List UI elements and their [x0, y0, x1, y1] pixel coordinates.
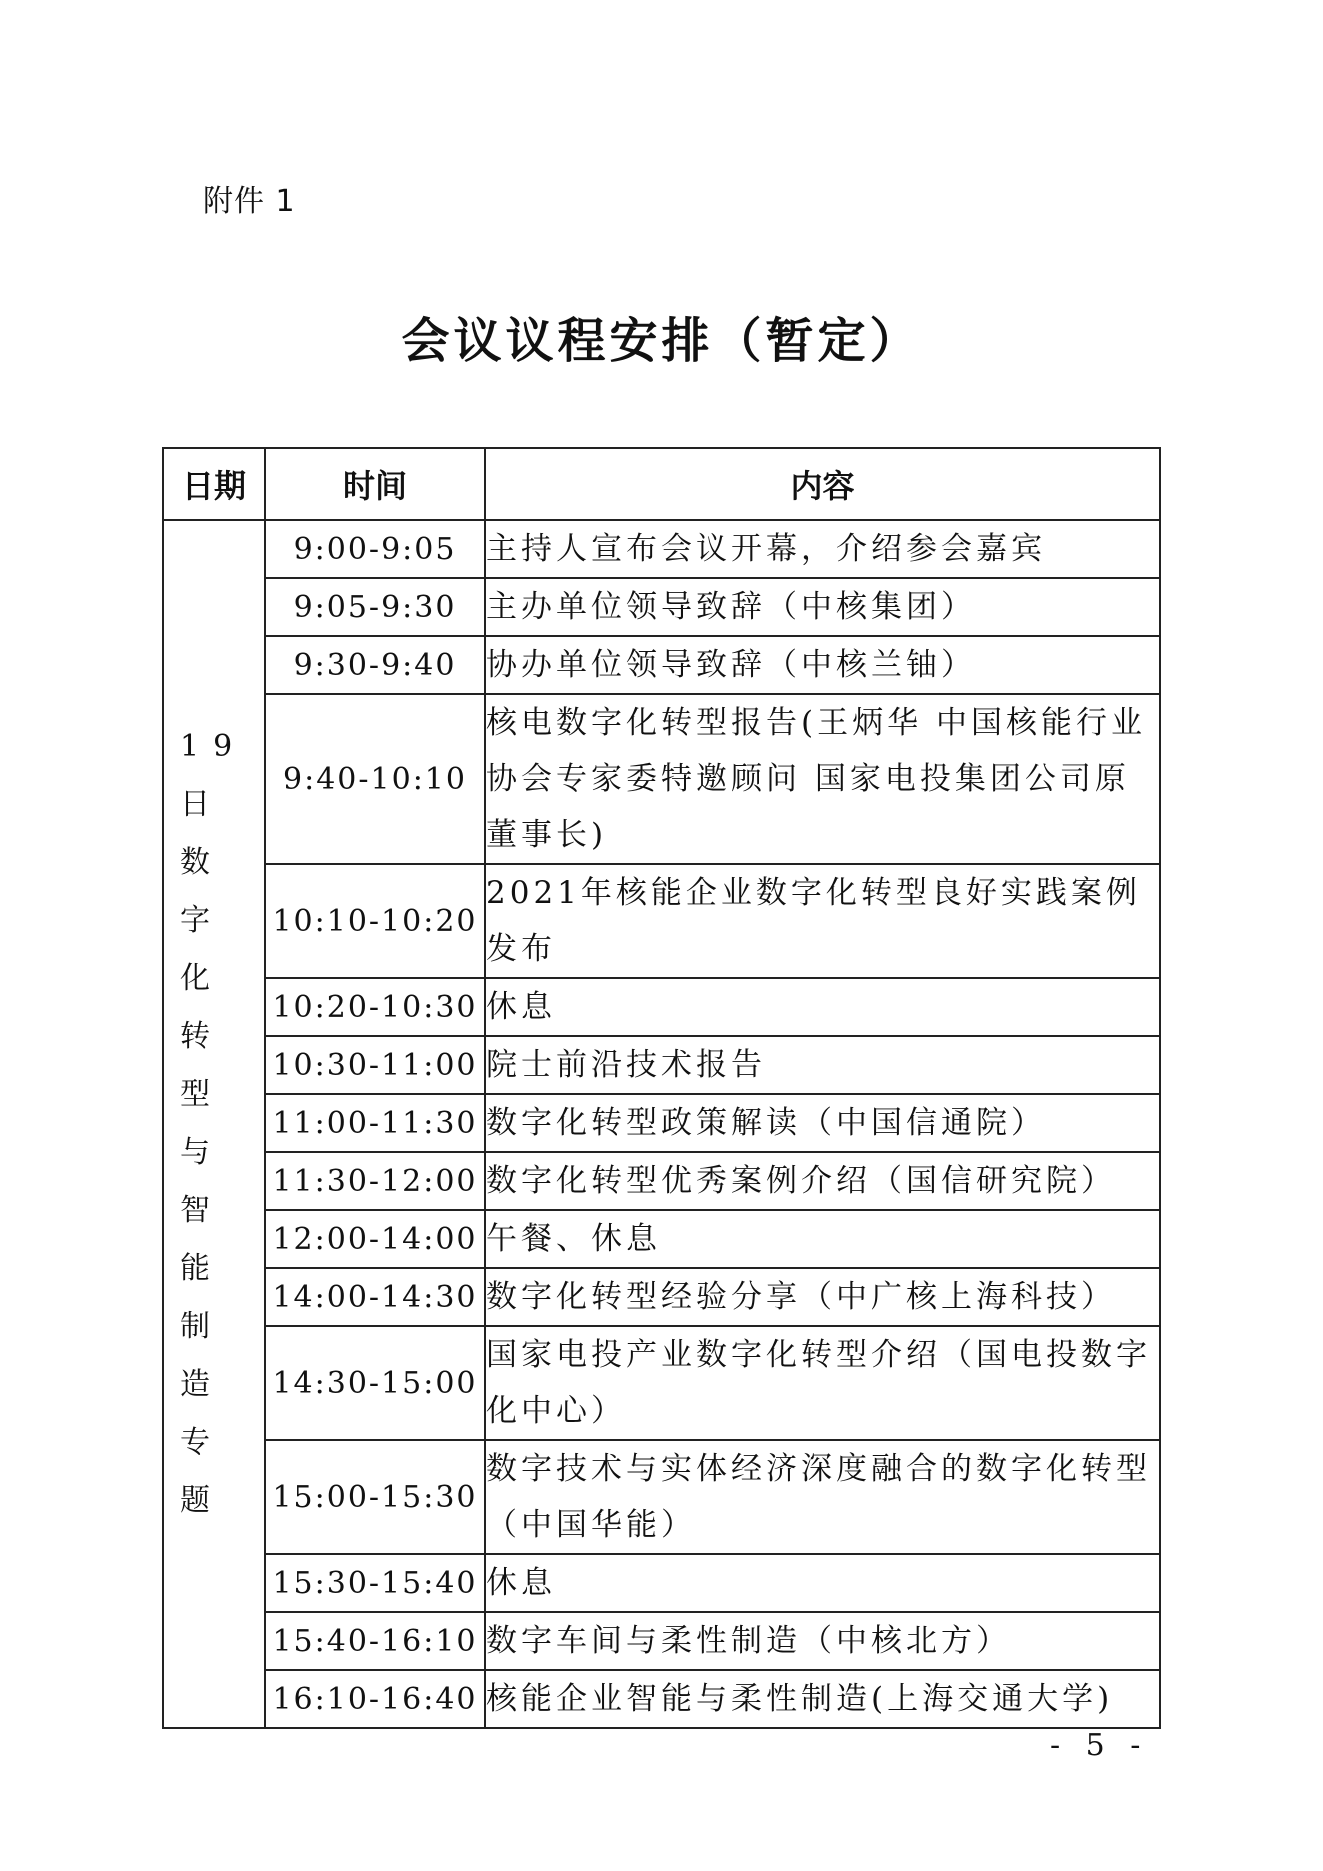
- table-row: [163, 864, 1160, 978]
- content-cell: 数字化转型优秀案例介绍（国信研究院）: [485, 1152, 1160, 1210]
- content-cell: 休息: [485, 978, 1160, 1036]
- time-cell: 15:40-16:10: [265, 1612, 485, 1670]
- time-cell: 14:00-14:30: [265, 1268, 485, 1326]
- content-cell: 院士前沿技术报告: [485, 1036, 1160, 1094]
- table-row: [163, 1326, 1160, 1440]
- table-row: [163, 520, 1160, 578]
- time-cell: 16:10-16:40: [265, 1670, 485, 1728]
- time-cell: 11:00-11:30: [265, 1094, 485, 1152]
- column-header-content: 内容: [485, 448, 1160, 520]
- content-cell: 数字车间与柔性制造（中核北方）: [485, 1612, 1160, 1670]
- table-row: [163, 1210, 1160, 1268]
- attachment-label: 附件 1: [203, 184, 296, 219]
- date-cell: [163, 520, 265, 1728]
- table-row: [163, 1152, 1160, 1210]
- date-label: 19日数字化转型与智能制造专题: [180, 729, 247, 1518]
- table-row: [163, 1268, 1160, 1326]
- content-cell: 数字化转型经验分享（中广核上海科技）: [485, 1268, 1160, 1326]
- table-header-row: [163, 448, 1160, 520]
- table-row: [163, 694, 1160, 864]
- table-row: [163, 636, 1160, 694]
- time-cell: 9:30-9:40: [265, 636, 485, 694]
- column-header-date: 日期: [163, 448, 265, 520]
- time-cell: 9:05-9:30: [265, 578, 485, 636]
- table-row: [163, 1670, 1160, 1728]
- table-row: [163, 1554, 1160, 1612]
- content-cell: 核能企业智能与柔性制造(上海交通大学): [485, 1670, 1160, 1728]
- content-cell: 休息: [485, 1554, 1160, 1612]
- agenda-table: [162, 447, 1161, 1729]
- content-cell: 协办单位领导致辞（中核兰铀）: [485, 636, 1160, 694]
- content-cell: 核电数字化转型报告(王炳华 中国核能行业协会专家委特邀顾问 国家电投集团公司原董事长): [485, 694, 1160, 864]
- table-row: [163, 1612, 1160, 1670]
- time-cell: 10:30-11:00: [265, 1036, 485, 1094]
- table-row: [163, 1094, 1160, 1152]
- time-cell: 11:30-12:00: [265, 1152, 485, 1210]
- time-cell: 10:20-10:30: [265, 978, 485, 1036]
- time-cell: 12:00-14:00: [265, 1210, 485, 1268]
- column-header-time: 时间: [265, 448, 485, 520]
- time-cell: 15:00-15:30: [265, 1440, 485, 1554]
- table-row: [163, 1036, 1160, 1094]
- table-row: [163, 1440, 1160, 1554]
- time-cell: 14:30-15:00: [265, 1326, 485, 1440]
- time-cell: 9:40-10:10: [265, 694, 485, 864]
- time-cell: 9:00-9:05: [265, 520, 485, 578]
- content-cell: 数字化转型政策解读（中国信通院）: [485, 1094, 1160, 1152]
- content-cell: 2021年核能企业数字化转型良好实践案例发布: [485, 864, 1160, 978]
- time-cell: 10:10-10:20: [265, 864, 485, 978]
- content-cell: 主办单位领导致辞（中核集团）: [485, 578, 1160, 636]
- content-cell: 国家电投产业数字化转型介绍（国电投数字化中心）: [485, 1326, 1160, 1440]
- content-cell: 数字技术与实体经济深度融合的数字化转型（中国华能）: [485, 1440, 1160, 1554]
- page-number: - 5 -: [1050, 1728, 1149, 1763]
- page-title: 会议议程安排（暂定）: [401, 313, 922, 369]
- table-row: [163, 978, 1160, 1036]
- content-cell: 主持人宣布会议开幕，介绍参会嘉宾: [485, 520, 1160, 578]
- table-row: [163, 578, 1160, 636]
- time-cell: 15:30-15:40: [265, 1554, 485, 1612]
- content-cell: 午餐、休息: [485, 1210, 1160, 1268]
